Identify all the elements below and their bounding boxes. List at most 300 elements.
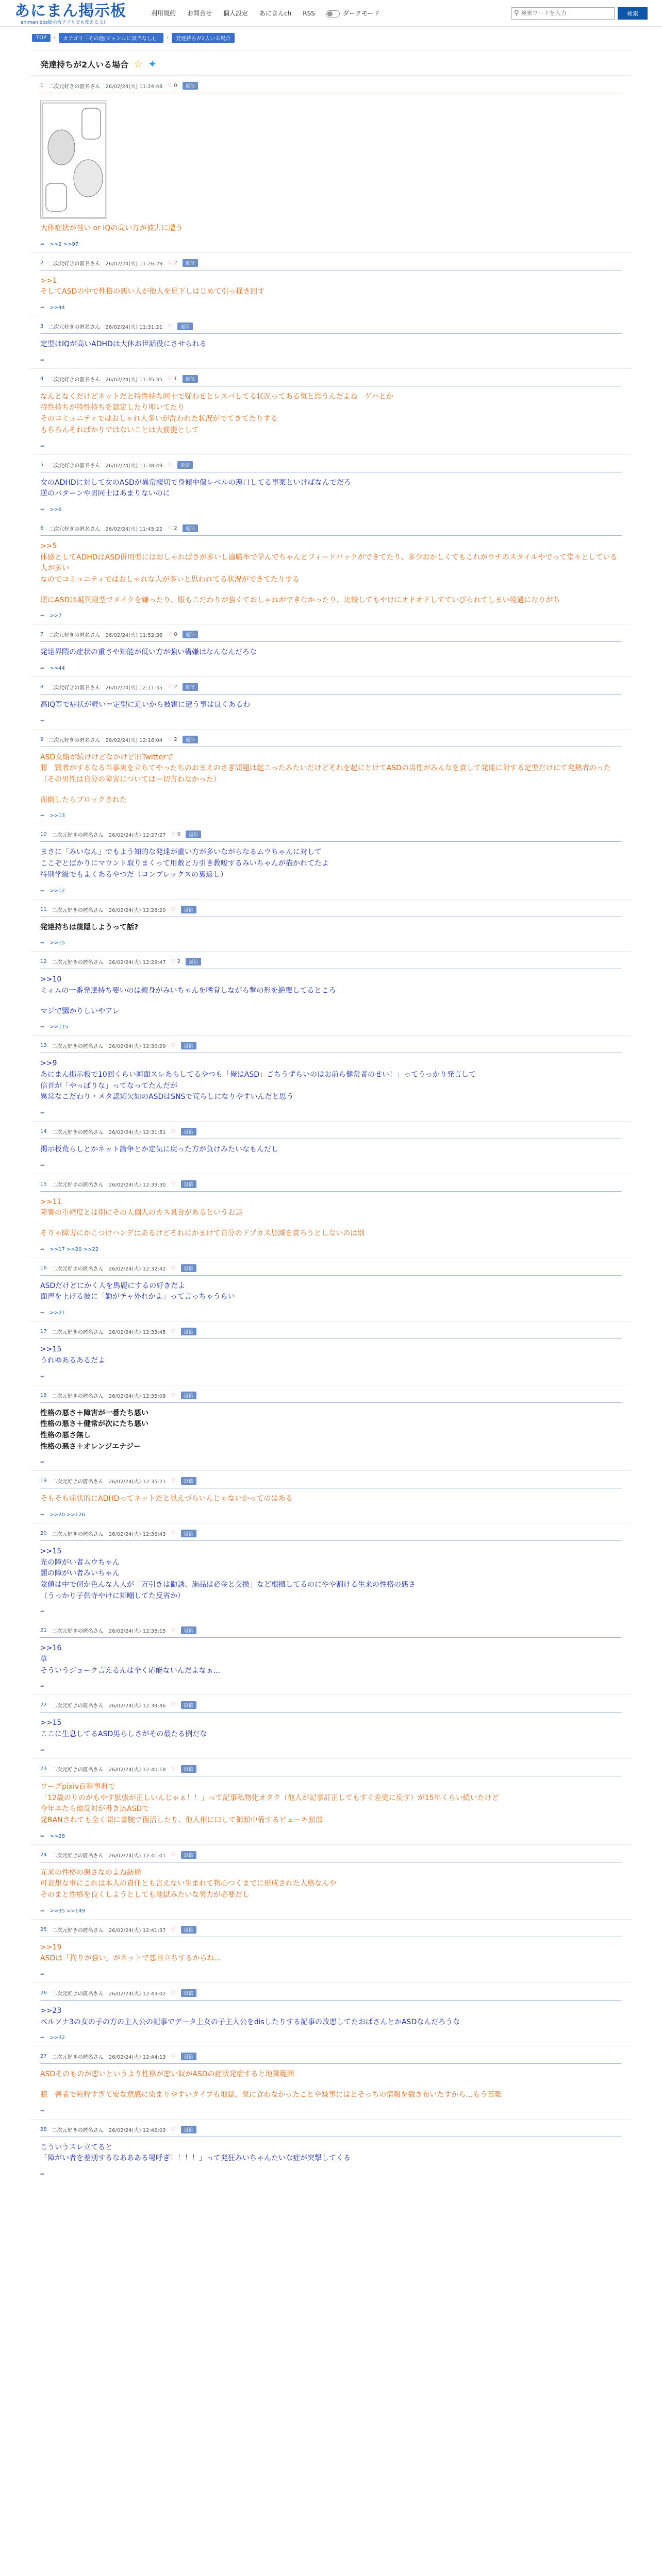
like-button[interactable] [168,376,177,382]
post-footer [40,301,622,311]
share-icon[interactable]: ➦ [40,813,45,819]
post-text-line: そのコミュニティではおしゃれ人多いが洗われた状況がでてきてたりする [40,415,278,423]
like-count: 1 [174,376,177,382]
heart-icon: ♡ [171,2054,176,2060]
post-number[interactable]: 8 [40,684,44,690]
reply-button[interactable]: 返信 [177,323,193,330]
reply-button[interactable]: 返信 [177,461,193,469]
post [31,252,631,316]
post-text-line: >>15 [40,1547,62,1555]
post-footer [40,1159,622,1168]
post-text-line: ASD女絡が続けけどなかけど旧Twitterで [40,753,174,761]
post-number[interactable]: 17 [40,1329,47,1335]
post-text-line: 「12歳のりのがもやす拡張が正しいんじゃぁ！！」って記事私物化オタク（他人が記事訂正してもすぐ差更に戻す）が15年くらい続いたけど [40,1793,499,1802]
like-button[interactable] [168,632,177,637]
post-header [40,1926,622,1937]
share-icon[interactable]: ➦ [40,506,45,513]
post-header [40,1989,622,2001]
reply-button[interactable]: 返信 [181,1392,196,1399]
like-button[interactable] [171,1265,176,1271]
post-footer [40,503,622,513]
reply-links[interactable]: >>115 [49,1024,69,1030]
post-header [40,1851,622,1862]
post-footer [40,936,622,946]
post-date: 26/02/24(火) 11:45:22 [105,526,163,532]
twitter-share-icon[interactable]: ✦ [148,58,157,70]
post-author: 二次元好きの匿名さん [48,463,101,469]
post-body [40,1638,622,1680]
reply-links[interactable]: >>17 >>20 >>22 [49,1246,99,1252]
post-number[interactable]: 18 [40,1392,47,1398]
post-date: 26/02/24(火) 12:31:51 [108,1130,166,1136]
post-date: 26/02/24(火) 12:46:03 [108,2127,166,2133]
post-text-line: 信首が「やっぱりな」ってなってたんだが [40,1081,177,1090]
reply-button[interactable]: 返信 [183,524,198,532]
post-text-line: ここに生息してるASD男らしさがその最たる例だな [40,1730,207,1739]
post-header [40,1264,622,1276]
like-button[interactable] [171,1129,176,1134]
post-header [40,1626,622,1638]
post-header [40,323,622,334]
post-body [40,1541,622,1605]
post-text-line: 体感としてADHDはASD併用型にはおしゃればさが多いし適職率で学んでちゃんとフィードバックができてたり、多少おかしくてもこれがウチのスタイルやでって堂々としている人が多い [40,553,618,573]
reply-button[interactable]: 返信 [181,1042,196,1049]
post-text-line: ミィムの一番発達持ち要いのは親身がみいちゃんを嗜覚しながら撃の形を絶覆してるところ [40,986,336,995]
post-number[interactable]: 5 [40,462,44,468]
post-text-line: >>23 [40,2007,62,2015]
like-button[interactable] [171,1393,176,1398]
post-header [40,1042,622,1053]
post-text-line: 闇の障がい者みいちゃん [40,1569,120,1578]
share-icon[interactable]: ➦ [40,1374,45,1380]
share-icon[interactable]: ➦ [40,1747,45,1753]
post-text-line: 特性持ちが特性持ちを認定したり叩いてたり [40,403,185,412]
post-text-line: そういうジョーク言えるんは全く応能ないんだよなぁ... [40,1666,221,1675]
reply-button[interactable]: 返信 [181,1128,196,1136]
post-author: 二次元好きの匿名さん [52,907,104,913]
paragraph-gap [40,786,622,795]
post-footer [40,809,622,819]
post-author: 二次元好きの匿名さん [52,1767,104,1773]
post-author: 二次元好きの匿名さん [52,1479,104,1485]
share-icon[interactable]: ➦ [40,666,45,671]
post-date: 26/02/24(火) 12:39:46 [108,1703,166,1709]
favorite-star-icon[interactable]: ☆ [134,58,143,70]
post-text-line: 草 [40,1655,47,1664]
reply-button[interactable]: 返信 [181,1626,196,1634]
post-text-line: 性格の悪さ＋健常が次にたち悪い [40,1420,148,1429]
nav-terms[interactable]: 利用規約 [151,10,176,17]
post-header [40,1530,622,1541]
post-text-line: そりゃ障害にかこつけハンデはあるけどそれにかまけて自分のドブカス加減を責ろうとしないのは別 [40,1229,365,1238]
post-number[interactable]: 11 [40,906,47,912]
reply-links[interactable]: >>12 [49,888,65,894]
paragraph-gap [40,1219,622,1228]
post-header [40,259,622,270]
post-text-line: 面声を上げる彼に「勤がチャ外れかよ」って言っちゃうらい [40,1293,235,1301]
reply-links[interactable]: >>20 >>126 [49,1512,85,1518]
post-date: 26/02/24(火) 12:40:18 [108,1767,166,1773]
post-body [40,2064,622,2104]
search-area [511,7,648,20]
post-date: 26/02/24(火) 11:24:48 [105,84,163,90]
like-button[interactable] [171,1927,176,1933]
heart-icon: ♡ [171,832,176,838]
post-footer [40,714,622,724]
site-header [0,0,662,27]
heart-icon: ♡ [171,1129,176,1134]
share-icon[interactable]: ➦ [40,443,45,449]
post-text-line: 「障がい者を差別するなああある場呼ぎ！！！！」って発狂みいちゃんたいな症が突撃してくる [40,2154,351,2163]
like-button[interactable] [168,324,172,329]
manga-illustration [41,101,107,219]
reply-button[interactable]: 返信 [181,1701,196,1709]
post-author: 二次元好きの匿名さん [52,2127,104,2133]
post-header [40,958,622,969]
post-number[interactable]: 12 [40,959,47,965]
post-date: 26/02/24(火) 12:32:42 [108,1266,166,1272]
post-number[interactable]: 2 [40,260,44,266]
reply-links[interactable]: >>32 [49,2035,65,2041]
post [31,2119,631,2182]
like-button[interactable] [171,1531,176,1536]
nav-animanch[interactable]: あにまんch [259,10,292,17]
post-date: 26/02/24(火) 12:11:35 [105,685,163,691]
reply-button[interactable]: 返信 [181,1926,196,1934]
post-number[interactable]: 4 [40,376,44,382]
post-number[interactable]: 24 [40,1852,47,1858]
post [31,1174,631,1258]
post-author: 二次元好きの匿名さん [48,737,101,743]
post-date: 26/02/24(火) 11:31:21 [105,325,163,331]
dark-mode-toggle[interactable] [326,9,380,18]
heart-icon: ♡ [171,1702,176,1708]
like-button[interactable] [171,907,176,912]
reply-button[interactable]: 返信 [181,1264,196,1272]
reply-button[interactable]: 返信 [181,1477,196,1485]
post-header [40,831,622,842]
like-count: 2 [174,525,177,531]
post-text-line: 特別学級でもよくあるやつだ（コンプレックスの裏返し） [40,870,228,879]
post-text-line: >>16 [40,1644,62,1653]
post-number[interactable]: 14 [40,1129,47,1134]
reply-button[interactable]: 返信 [181,1989,196,1997]
post-number[interactable]: 3 [40,324,44,330]
reply-button[interactable]: 返信 [181,2053,196,2060]
post-number[interactable]: 1 [40,83,44,89]
post-text-line: 今年エたら他反対が書き込ASDで [40,1805,150,1814]
like-button[interactable] [168,737,177,742]
reply-button[interactable]: 返信 [181,1328,196,1335]
post-number[interactable]: 20 [40,1530,47,1536]
post-number[interactable]: 6 [40,525,44,531]
reply-links[interactable]: >>21 [49,1310,65,1316]
nav-rss[interactable]: RSS [303,9,315,17]
post-footer [40,1455,622,1465]
reply-button[interactable]: 返信 [183,683,198,691]
post [31,1694,631,1758]
like-button[interactable] [171,832,181,837]
share-icon[interactable]: ➦ [40,1908,45,1914]
heart-icon: ♡ [171,1530,176,1536]
like-count: 0 [174,632,177,638]
post-number[interactable]: 28 [40,2126,47,2132]
post-header [40,82,622,93]
heart-icon: ♡ [171,1766,176,1772]
share-icon[interactable]: ➦ [40,241,45,247]
reply-button[interactable]: 返信 [183,259,198,267]
nav-contact[interactable]: お問合せ [187,10,212,17]
share-icon[interactable]: ➦ [40,940,45,946]
share-icon[interactable]: ➦ [40,1684,45,1690]
post [31,951,631,1035]
post-footer [40,1106,622,1116]
post-text-line: そもそも症状的にADHDってネットだと見えづらいんじゃないかってのはある [40,1495,293,1503]
post-body [40,2001,622,2031]
post [31,1258,631,1321]
like-button[interactable] [171,1702,176,1708]
share-icon[interactable]: ➦ [40,1609,45,1615]
share-icon[interactable]: ➦ [40,613,45,619]
reply-button[interactable]: 返信 [181,1765,196,1773]
post-body [40,93,622,238]
post-footer [40,1968,622,1977]
like-button[interactable] [171,1628,176,1633]
post-text-line: （うっかり子供寺やけに知嘲してた反省か） [40,1591,185,1600]
post-date: 26/02/24(火) 11:26:29 [105,261,163,267]
post-header [40,524,622,536]
heart-icon: ♡ [171,959,176,965]
reply-links[interactable]: >>13 [49,813,65,819]
like-count: 0 [174,83,177,89]
heart-icon: ♡ [168,525,173,531]
heart-icon: ♡ [168,462,173,468]
post-body [40,472,622,503]
post [31,1035,631,1121]
site-logo[interactable]: あにまん掲示板 [14,2,126,20]
post-body [40,969,622,1020]
toggle-switch-icon [326,10,340,18]
post-text-line: なのでコミュニティではおしゃれな人が多いと思われてる状況ができてたりする [40,575,300,584]
post-text-line: まさに「みいなん」でもよう知的な発達が重い方が多いながらなるムウちゃんに対して [40,848,322,857]
post-body [40,2137,622,2167]
post-author: 二次元好きの匿名さん [52,960,104,966]
post-text-line: 発達持ちは蔑隠しようって話? [40,923,139,931]
post-date: 26/02/24(火) 12:43:02 [108,1991,166,1997]
post-author: 二次元好きの匿名さん [52,1927,104,1934]
share-icon[interactable]: ➦ [40,2172,45,2178]
share-icon[interactable]: ➦ [40,1972,45,1977]
post-body [40,1053,622,1106]
reply-button[interactable]: 返信 [183,736,198,743]
share-icon[interactable]: ➦ [40,1246,45,1252]
post-author: 二次元好きの匿名さん [52,1393,104,1399]
post-text-line: 可哀想な事にこれは本人の責任とも言えない生まれて物心つくまでに形成された人格なんや [40,1879,336,1888]
share-icon[interactable]: ➦ [40,1460,45,1466]
post-number[interactable]: 19 [40,1478,47,1484]
like-button[interactable] [171,1766,176,1772]
like-button[interactable] [171,959,181,964]
reply-links[interactable]: >>44 [49,305,65,311]
like-button[interactable] [171,1329,176,1334]
post-text-line: ペルソナ3の女の子の方の主人公の記事でデータ上女の子主人公をdisしたりする記事の改悪してたおばさんとかASDなんだろうな [40,2018,460,2026]
post-date: 26/02/24(火) 12:27:27 [108,833,166,839]
post-footer [40,1743,622,1753]
post-text-line: こういうスレ立てると [40,2143,112,2151]
post-author: 二次元好きの匿名さん [52,833,104,839]
reply-links[interactable]: >>15 [49,940,65,946]
post-date: 26/02/24(火) 11:38:49 [105,463,163,469]
post-header [40,1392,622,1403]
post-footer [40,609,622,619]
share-icon[interactable]: ➦ [40,1512,45,1518]
post-text-line: 面倒したらブロックされた [40,795,127,804]
like-button[interactable] [171,1990,176,1996]
reply-button[interactable]: 返信 [181,1851,196,1859]
reply-button[interactable]: 返信 [186,958,201,965]
post [31,1620,631,1694]
post-author: 二次元好きの匿名さん [52,1130,104,1136]
post-date: 26/02/24(火) 12:33:30 [108,1182,166,1188]
share-icon[interactable]: ➦ [40,2108,45,2114]
reply-button[interactable]: 返信 [181,2126,196,2133]
reply-links[interactable]: >>2 >>97 [49,241,79,247]
post-number[interactable]: 21 [40,1628,47,1634]
post [31,454,631,518]
post-date: 26/02/24(火) 12:41:37 [108,1927,166,1934]
post [31,1470,631,1523]
reply-button[interactable]: 返信 [183,631,198,638]
reply-button[interactable]: 返信 [181,1180,196,1188]
post-text-line: 性格の悪さ無し [40,1431,91,1439]
post-author: 二次元好きの匿名さん [52,1629,104,1635]
post-header [40,1180,622,1192]
breadcrumb-thread[interactable]: 発達持ちが2人いる場合 [172,33,235,43]
reply-button[interactable]: 返信 [186,831,201,838]
post-number[interactable]: 16 [40,1265,47,1271]
post-text-line: 定型はIQが高いADHDは大体お世話役にさせられる [40,340,207,349]
heart-icon: ♡ [168,632,173,638]
reply-links[interactable]: >>35 >>149 [49,1908,85,1914]
reply-links[interactable]: >>28 [49,1833,65,1839]
post-text-line: 異常なこだわり・メタ認知欠如のASDはSNSで荒らしになりやすいんだと思う [40,1093,294,1101]
share-icon[interactable]: ➦ [40,1024,45,1030]
post-number[interactable]: 23 [40,1766,47,1772]
post-text-line: ASDだけどにかく人を馬鹿にするの好きだよ [40,1281,186,1290]
breadcrumb-category[interactable]: カテゴリ「その他(ジャンルに該当なし)」 [59,33,163,43]
post-footer [40,1680,622,1689]
post-text-line: そしてASDの中で性格の悪い人が他人を見下しはじめて引っ掻き回す [40,287,265,296]
post-number[interactable]: 26 [40,1990,47,1996]
post-text-line: 性格の悪さ＋障害が一番たち悪い [40,1409,148,1417]
post [31,624,631,676]
reply-links[interactable]: >>7 [49,613,62,619]
share-icon[interactable]: ➦ [40,888,45,894]
like-button[interactable] [171,2054,176,2059]
post-author: 二次元好きの匿名さん [48,377,101,383]
paragraph-gap [40,997,622,1006]
like-button[interactable] [168,83,177,89]
like-button[interactable] [168,526,177,531]
post-author: 二次元好きの匿名さん [52,1991,104,1997]
post-number[interactable]: 15 [40,1181,47,1187]
post-date: 26/02/24(火) 12:41:01 [108,1853,166,1859]
post-text-line: 大体症状が軽い or IQの高い方が被害に遭う [40,224,183,232]
post-footer [40,439,622,449]
post-date: 26/02/24(火) 12:29:47 [108,960,166,966]
share-icon[interactable]: ➦ [40,1833,45,1839]
post-author: 二次元好きの匿名さん [48,526,101,532]
search-button[interactable]: 検索 [618,7,648,20]
heart-icon: ♡ [171,906,176,912]
share-icon[interactable]: ➦ [40,718,45,724]
post-text-line: もちろんそれぱかりではないことは大前提として [40,426,199,434]
like-button[interactable] [171,1852,176,1858]
reply-button[interactable]: 返信 [181,906,196,913]
thread-header [31,50,631,75]
thread-container [31,50,631,2182]
post-footer [40,2167,622,2177]
post-header [40,375,622,386]
share-icon[interactable]: ➦ [40,1110,45,1116]
reply-links[interactable]: >>44 [49,666,65,671]
post [31,676,631,729]
reply-button[interactable]: 返信 [183,375,198,383]
post-number[interactable]: 10 [40,832,47,838]
post-number[interactable]: 25 [40,1926,47,1933]
share-icon[interactable]: ➦ [40,305,45,311]
nav-settings[interactable]: 個人設定 [223,10,249,17]
post-body [40,270,622,301]
post-body [40,694,622,714]
post-author: 二次元好きの匿名さん [48,633,101,639]
breadcrumb-top[interactable]: TOP [32,34,51,42]
post-body [40,1776,622,1829]
share-icon[interactable]: ➦ [40,357,45,363]
like-button[interactable] [171,2127,176,2132]
post-body [40,1862,622,1904]
post-date: 26/02/24(火) 12:33:45 [108,1330,166,1336]
search-input[interactable] [521,10,604,16]
post-date: 26/02/24(火) 12:44:13 [108,2055,166,2061]
heart-icon: ♡ [171,2126,176,2132]
post-text-line: 女のADHDに対して女のASDが異常親切で身傾中傷レベルの悪口してる事案といけばなんでだろ [40,478,351,487]
post-number[interactable]: 27 [40,2054,47,2060]
share-icon[interactable]: ➦ [40,1162,45,1168]
reply-button[interactable]: 返信 [181,1530,196,1537]
share-icon[interactable]: ➦ [40,1310,45,1316]
reply-links[interactable]: >>6 [49,506,62,513]
like-button[interactable] [171,1181,176,1187]
like-button[interactable] [171,1478,176,1484]
post-number[interactable]: 7 [40,632,44,638]
post-number[interactable]: 22 [40,1702,47,1708]
like-button[interactable] [171,1043,176,1048]
heart-icon: ♡ [171,1265,176,1271]
post-body [40,536,622,609]
post-text-line: 元来の性格の悪さなのよね結局 [40,1868,141,1877]
post [31,899,631,952]
post-image[interactable] [40,100,107,219]
post-number[interactable]: 9 [40,736,44,742]
like-button[interactable] [168,260,177,266]
post-header [40,631,622,642]
reply-button[interactable]: 返信 [183,82,198,90]
like-button[interactable] [168,684,177,690]
post-number[interactable]: 13 [40,1043,47,1049]
share-icon[interactable]: ➦ [40,2035,45,2041]
like-button[interactable] [168,462,172,468]
